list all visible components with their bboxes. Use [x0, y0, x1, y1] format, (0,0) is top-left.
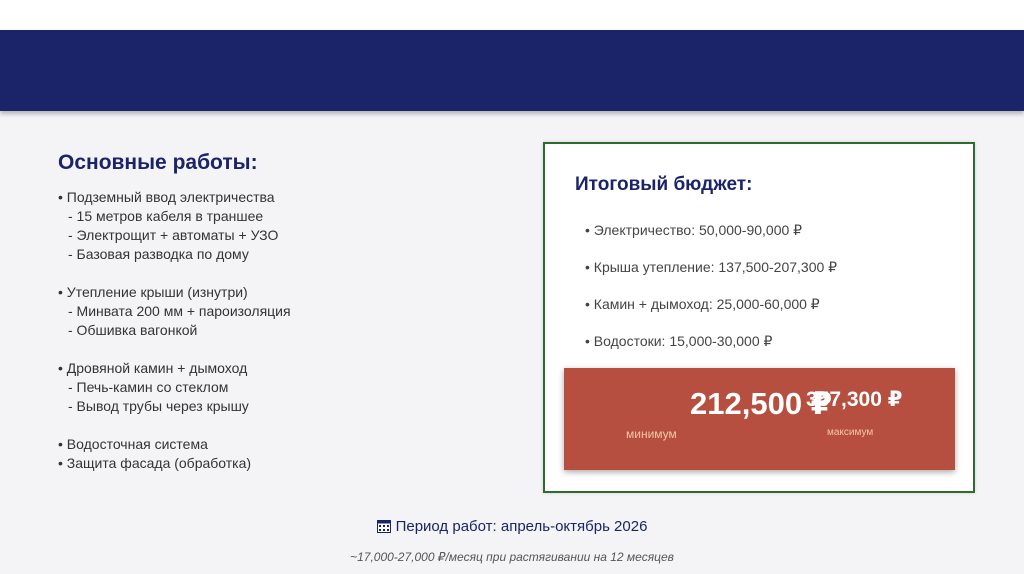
- work-subitem: - Печь-камин со стеклом: [68, 379, 229, 395]
- work-subitem: - 15 метров кабеля в траншее: [68, 208, 264, 224]
- total-min-value: 212,500 ₽: [690, 386, 833, 421]
- work-item: • Защита фасада (обработка): [58, 455, 252, 471]
- works-list: [58, 188, 488, 473]
- budget-items: [585, 220, 837, 368]
- budget-title: Итоговый бюджет:: [575, 174, 753, 195]
- work-period: [0, 517, 1024, 537]
- work-item: • Утепление крыши (изнутри): [58, 284, 248, 300]
- header-banner: [0, 30, 1024, 111]
- work-subitem: - Обшивка вагонкой: [68, 322, 198, 338]
- work-subitem: - Минвата 200 мм + пароизоляция: [68, 303, 291, 319]
- budget-item-gutters: • Водостоки: 15,000-30,000 ₽: [585, 333, 773, 349]
- calendar-icon: [377, 519, 391, 533]
- main-works-title: Основные работы:: [58, 151, 258, 174]
- work-group-roof: [58, 283, 488, 340]
- total-max-label: максимум: [827, 427, 874, 438]
- main-works-column: [58, 150, 488, 492]
- total-max-value: 357,300 ₽: [806, 388, 903, 411]
- budget-item-roof: • Крыша утепление: 137,500-207,300 ₽: [585, 259, 838, 275]
- work-group-electricity: [58, 188, 488, 264]
- budget-item-electricity: • Электричество: 50,000-90,000 ₽: [585, 222, 803, 238]
- monthly-note: ~17,000-27,000 ₽/месяц при растягивании на 12 месяцев: [350, 550, 674, 564]
- work-item: • Водосточная система: [58, 436, 208, 452]
- work-group-other: [58, 435, 488, 473]
- work-subitem: - Электрощит + автоматы + УЗО: [68, 227, 279, 243]
- work-subitem: - Базовая разводка по дому: [68, 246, 249, 262]
- work-subitem: - Вывод трубы через крышу: [68, 398, 249, 414]
- top-strip: [0, 0, 1024, 30]
- totals-panel: [564, 368, 955, 470]
- work-item: • Дровяной камин + дымоход: [58, 360, 248, 376]
- work-group-fireplace: [58, 359, 488, 416]
- budget-item-fireplace: • Камин + дымоход: 25,000-60,000 ₽: [585, 296, 820, 312]
- work-period-text: Период работ: апрель-октябрь 2026: [395, 518, 648, 535]
- total-min-label: минимум: [626, 427, 677, 441]
- work-item: • Подземный ввод электричества: [58, 189, 275, 205]
